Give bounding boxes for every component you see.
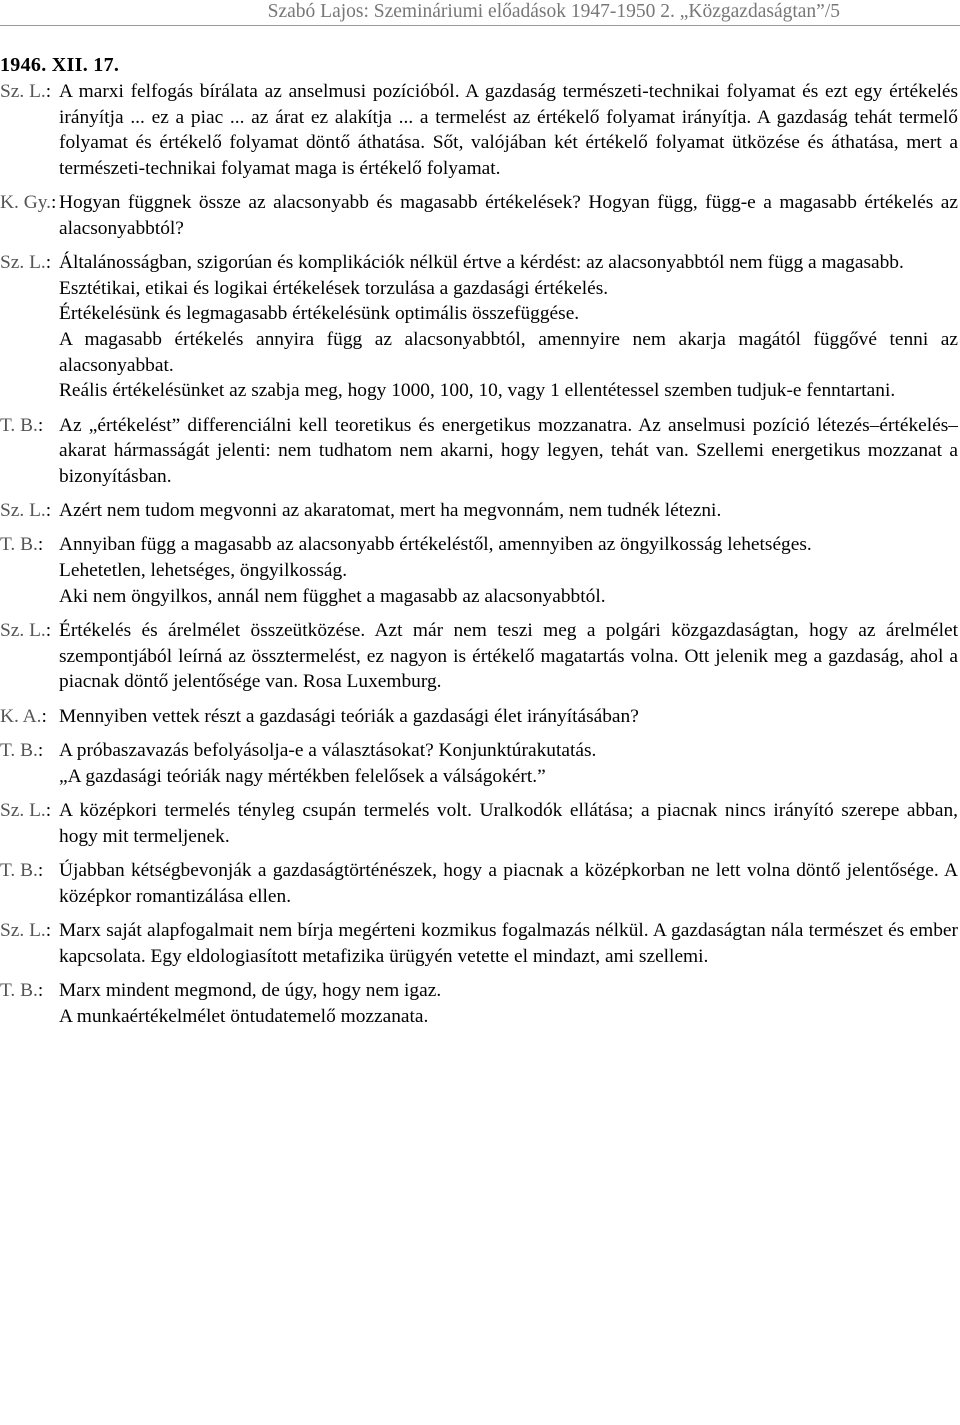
speaker-name: T. B. xyxy=(0,414,38,436)
speaker-label: T. B.: xyxy=(0,860,44,881)
utterance-line: A próbaszavazás befolyásolja-e a választásokat? Konjunktúrakutatás. xyxy=(59,740,597,762)
utterance-line: Annyiban függ a magasabb az alacsonyabb értékeléstől, amennyiben az öngyilkosság lehetséges. xyxy=(59,534,812,556)
dialogue-entry xyxy=(0,704,958,730)
utterance-line: Újabban kétségbevonják a gazdaságtörténészek, hogy a piacnak a középkorban ne lett volna döntő jelentősége. A középkor romantizálása ellen. xyxy=(59,860,958,907)
speaker-label: Sz. L.: xyxy=(0,620,52,642)
speaker-name: Sz. L. xyxy=(0,620,46,642)
speaker-name: Sz. L. xyxy=(0,81,46,102)
speaker-label: Sz. L.: xyxy=(0,800,52,822)
speaker-label: Sz. L.: xyxy=(0,500,52,522)
utterance-line: Lehetetlen, lehetséges, öngyilkosság. xyxy=(59,560,348,582)
dialogue-entry xyxy=(0,190,958,241)
speaker-name: T. B. xyxy=(0,534,38,556)
speaker-name: T. B. xyxy=(0,979,38,1001)
speaker-label: K. A.: xyxy=(0,705,47,727)
dialogue-entry xyxy=(0,532,958,609)
speaker-name: Sz. L. xyxy=(0,919,46,941)
speaker-label: Sz. L.: xyxy=(0,81,52,102)
dialogue-entry xyxy=(0,498,958,524)
dialogue-entry xyxy=(0,250,958,404)
utterance-line: Azért nem tudom megvonni az akaratomat, mert ha megvonnám, nem tudnék létezni. xyxy=(59,500,722,522)
speaker-label: T. B.: xyxy=(0,740,44,762)
utterance-line: Marx saját alapfogalmait nem bírja megérteni kozmikus fogalmazás nélkül. A gazdaságtan nála természet és ember kapcsolata. Egy eldologiasított metafizika ürügyén vetette el mindazt, ami szellemi. xyxy=(59,919,958,967)
utterance-line: A magasabb értékelés annyira függ az alacsonyabbtól, amennyire nem akarja magától függővé tenni az alacsonyabbat. xyxy=(59,328,958,376)
utterance-line: Mennyiben vettek részt a gazdasági teóriák a gazdasági élet irányításában? xyxy=(59,705,639,727)
utterance-line: Reális értékelésünket az szabja meg, hogy 1000, 100, 10, vagy 1 ellentétessel szemben tudjuk-e fenntartani. xyxy=(59,380,896,402)
utterance-line: Aki nem öngyilkos, annál nem függhet a magasabb az alacsonyabbtól. xyxy=(59,585,606,607)
session-date: 1946. XII. 17. xyxy=(0,54,120,76)
page-header: Szabó Lajos: Szemináriumi előadások 1947-1950 2. „Közgazdaságtan”/5 xyxy=(267,1,840,22)
dialogue-entry xyxy=(0,858,958,909)
utterance-line: A marxi felfogás bírálata az anselmusi pozícióból. A gazdaság természeti-technikai folyamat és ezt egy értékelés irányítja ... ez a piac ... az árat ez alakítja ... a termelést az értékelő folyamat irányítja. A gazdaság tehát termelő folyamat és értékelő folyamat döntő áthatása. Sőt, valójában két értékelő folyamat ütközése és áthatása, mert a természeti-technikai folyamat maga is értékelő folyamat. xyxy=(59,81,958,179)
speaker-label: K. Gy.: xyxy=(0,192,57,214)
speaker-label: T. B.: xyxy=(0,414,44,436)
speaker-name: Sz. L. xyxy=(0,252,46,274)
utterance-line: Hogyan függnek össze az alacsonyabb és magasabb értékelések? Hogyan függ, függ-e a magasabb értékelés az alacsonyabbtól? xyxy=(59,192,958,239)
speaker-name: K. A. xyxy=(0,705,42,727)
header-divider xyxy=(0,25,960,26)
utterance-line: Az „értékelést” differenciálni kell teoretikus és energetikus mozzanatra. Az anselmusi pozíció létezés–értékelés–akarat hármasságát jelenti: nem tudhatom nem akarni, hogy legyen, tehát van. Szellemi energetikus mozzanat a bizonyításban. xyxy=(59,414,958,487)
utterance-line: „A gazdasági teóriák nagy mértékben felelősek a válságokért.” xyxy=(59,765,546,787)
utterance-line: Marx mindent megmond, de úgy, hogy nem igaz. xyxy=(59,979,442,1001)
speaker-label: T. B.: xyxy=(0,534,44,556)
utterance-line: Esztétikai, etikai és logikai értékelések torzulása a gazdasági értékelés. xyxy=(59,277,609,299)
speaker-name: T. B. xyxy=(0,740,38,762)
dialogue-entry xyxy=(0,798,958,849)
speaker-label: Sz. L.: xyxy=(0,919,52,941)
dialogue-entry xyxy=(0,618,958,695)
speaker-name: Sz. L. xyxy=(0,500,46,522)
speaker-name: K. Gy. xyxy=(0,192,51,214)
dialogue-entry xyxy=(0,413,958,490)
dialogue-entry xyxy=(0,738,958,789)
speaker-label: Sz. L.: xyxy=(0,252,52,274)
transcript xyxy=(0,79,958,1038)
dialogue-entry xyxy=(0,978,958,1029)
utterance-line: A munkaértékelmélet öntudatemelő mozzanata. xyxy=(59,1005,429,1027)
utterance-line: Általánosságban, szigorúan és komplikációk nélkül értve a kérdést: az alacsonyabbtól nem függ a magasabb. xyxy=(59,252,904,274)
utterance-line: Értékelés és árelmélet összeütközése. Azt már nem teszi meg a polgári közgazdaságtan, hogy az árelmélet szempontjából leírná az össztermelést, ez nagyon is értékelő magatartás volna. Ott jelenik meg a gazdaság, ahol a piacnak döntő jelentősége van. Rosa Luxemburg. xyxy=(59,620,958,693)
speaker-label: T. B.: xyxy=(0,979,44,1001)
speaker-name: T. B. xyxy=(0,860,38,881)
utterance-line: Értékelésünk és legmagasabb értékelésünk optimális összefüggése. xyxy=(59,303,580,325)
speaker-name: Sz. L. xyxy=(0,800,46,822)
utterance-line: A középkori termelés tényleg csupán termelés volt. Uralkodók ellátása; a piacnak nincs irányító szerepe abban, hogy mit termeljenek. xyxy=(59,800,958,847)
dialogue-entry xyxy=(0,918,958,969)
dialogue-entry xyxy=(0,79,958,181)
